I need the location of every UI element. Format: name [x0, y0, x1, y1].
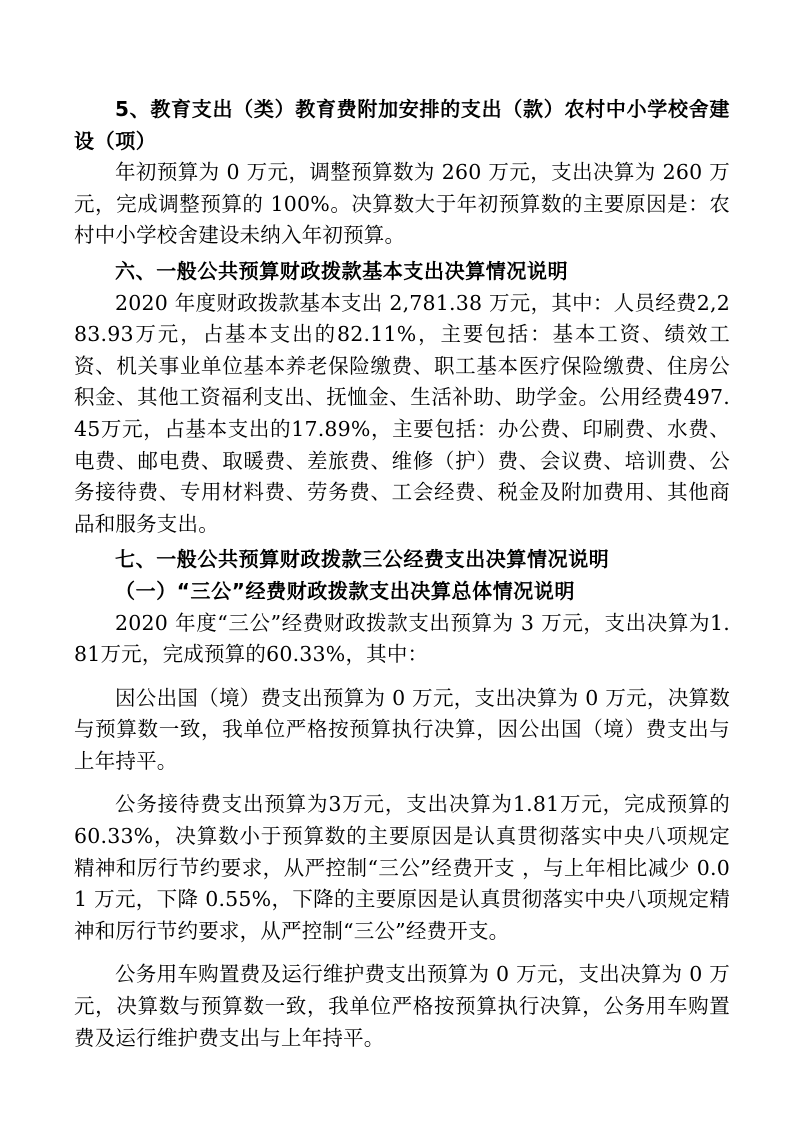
paragraph-vehicle-expense: 公务用车购置费及运行维护费支出预算为 0 万元，支出决算为 0 万元，决算数与预算数一致，我单位严格按预算执行决算，公务用车购置费及运行维护费支出与上年持平。 — [74, 962, 730, 1050]
document-body — [74, 94, 730, 1054]
section-5-paragraph: 年初预算为 0 万元，调整预算数为 260 万元，支出决算为 260 万元，完成调整预算的 100%。决算数大于年初预算数的主要原因是：农村中小学校舍建设未纳入年初预算。 — [74, 160, 730, 248]
section-5-heading: 5、教育支出（类）教育费附加安排的支出（款）农村中小学校舍建设（项） — [74, 97, 730, 153]
section-7-heading: 七、一般公共预算财政拨款三公经费支出决算情况说明 — [115, 547, 610, 572]
paragraph-three-public-overall: 2020 年度“三公”经费财政拨款支出预算为 3 万元，支出决算为1.81万元，完成预算的60.33%，其中： — [74, 610, 730, 667]
section-6-paragraph: 2020 年度财政拨款基本支出 2,781.38 万元，其中：人员经费2,283.93万元，占基本支出的82.11%，主要包括：基本工资、绩效工资、机关事业单位基本养老保险缴费、职工基本医疗保险缴费、住房公积金、其他工资福利支出、抚恤金、生活补助、助学金。公用经费497.45万元，占基本支出的17.89%，主要包括：办公费、印刷费、水费、电费、邮电费、取暖费、差旅费、维修（护）费、会议费、培训费、公务接待费、专用材料费、劳务费、工会经费、税金及附加费用、其他商品和服务支出。 — [74, 290, 730, 536]
section-7-subheading-1: （一）“三公”经费财政拨款支出决算总体情况说明 — [115, 578, 576, 603]
section-6-heading: 六、一般公共预算财政拨款基本支出决算情况说明 — [115, 258, 569, 283]
paragraph-reception-expense: 公务接待费支出预算为3万元，支出决算为1.81万元，完成预算的 60.33%，决算数小于预算数的主要原因是认真贯彻落实中央八项规定精神和厉行节约要求，从严控制“三公”经费开支 ，与上年相比减少 0.01 万元，下降 0.55%，下降的主要原因是认真贯彻落实中央八项规定精神和厉行节约要求，从严控制“三公”经费开支。 — [74, 792, 730, 943]
paragraph-abroad-expense: 因公出国（境）费支出预算为 0 万元，支出决算为 0 万元，决算数与预算数一致，我单位严格按预算执行决算，因公出国（境）费支出与上年持平。 — [74, 685, 730, 773]
